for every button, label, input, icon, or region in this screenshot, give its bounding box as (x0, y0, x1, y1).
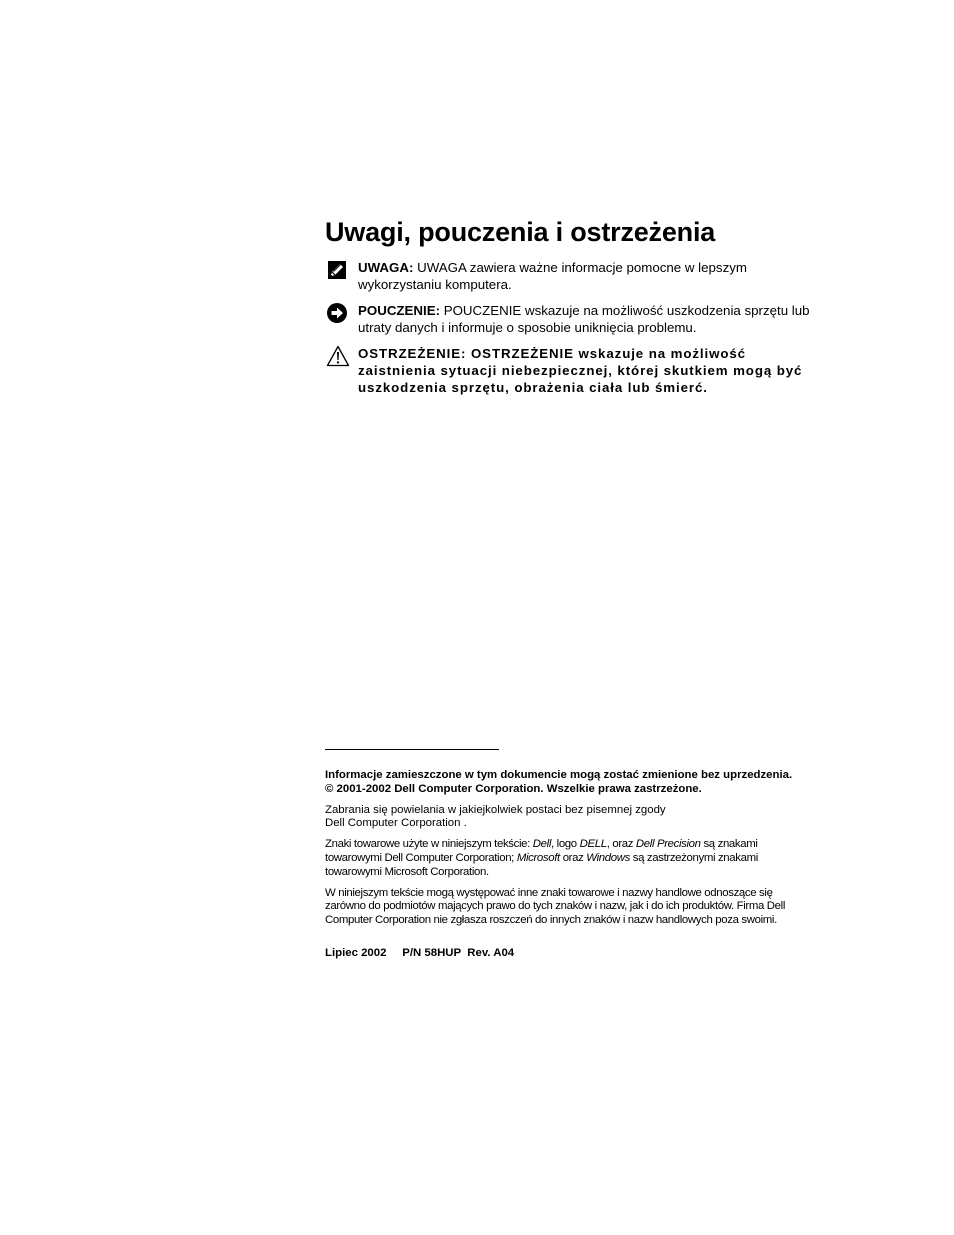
trademark-text: Znaki towarowe użyte w niniejszym tekście: (325, 838, 533, 851)
reproduction-line-2: Dell Computer Corporation . (325, 817, 467, 830)
trademark-dell: Dell (532, 838, 552, 851)
trademark-windows: Windows (586, 851, 630, 864)
trademark-text: oraz (559, 851, 587, 864)
note-text: UWAGA zawiera ważne informacje pomocne w lepszym wykorzystaniu komputera. (358, 260, 747, 292)
notice-label: POUCZENIE: (358, 303, 441, 318)
notes-section (325, 214, 815, 405)
trademark-text: , logo (551, 838, 580, 851)
trademark-text: są znakami towarowymi Dell Computer Corporation; (325, 838, 758, 864)
pencil-note-icon (326, 259, 348, 281)
trademark-text: , oraz (606, 838, 636, 851)
caution-text: OSTRZEŻENIE wskazuje na możliwość zaistnienia sytuacji niebezpiecznej, której skutkiem mogą być uszkodzenia sprzętu, obrażenia ciała lub śmierć. (358, 346, 803, 395)
publication-date: Lipiec 2002 (325, 946, 387, 959)
note-block (325, 259, 815, 293)
reproduction-notice (325, 804, 815, 832)
trademark-microsoft: Microsoft (516, 851, 560, 864)
notice-block (325, 302, 815, 336)
note-label: UWAGA: (358, 260, 414, 275)
revision: Rev. A04 (467, 946, 515, 959)
trademark-dell-precision: Dell Precision (635, 838, 701, 851)
notice-text: POUCZENIE wskazuje na możliwość uszkodzenia sprzętu lub utraty danych i informuje o sposobie uniknięcia problemu. (358, 303, 810, 335)
part-number: P/N 58HUP (402, 946, 461, 959)
caution-label: OSTRZEŻENIE: (358, 346, 467, 361)
trademark-notice (325, 838, 815, 879)
other-trademarks-notice: W niniejszym tekście mogą występować inne znaki towarowe i nazwy handlowe odnoszące się zarówno do podmiotów mających prawo do tych znaków i nazw, jak i do ich produktów. Firma Dell Computer Corporation nie zgłasza roszczeń do innych znaków i nazw handlowych poza swoimi. (325, 886, 786, 927)
change-notice: Informacje zamieszczone w tym dokumencie mogą zostać zmienione bez uprzedzenia. (325, 769, 793, 781)
trademark-dell-logo: DELL (579, 838, 607, 851)
reproduction-line-1: Zabrania się powielania w jakiejkolwiek postaci bez pisemnej zgody (325, 803, 666, 816)
revision-line (325, 947, 815, 961)
trademark-text: są zastrzeżonymi znakami towarowymi Microsoft Corporation. (325, 851, 758, 878)
footnote-divider (325, 749, 499, 750)
page-title: Uwagi, pouczenia i ostrzeżenia (325, 217, 716, 247)
change-notice-block (325, 769, 815, 797)
arrow-circle-icon (326, 302, 348, 324)
warning-triangle-icon (326, 345, 348, 367)
legal-footer (325, 769, 815, 968)
caution-block (325, 345, 815, 396)
copyright-text: © 2001-2002 Dell Computer Corporation. Wszelkie prawa zastrzeżone. (325, 782, 702, 795)
